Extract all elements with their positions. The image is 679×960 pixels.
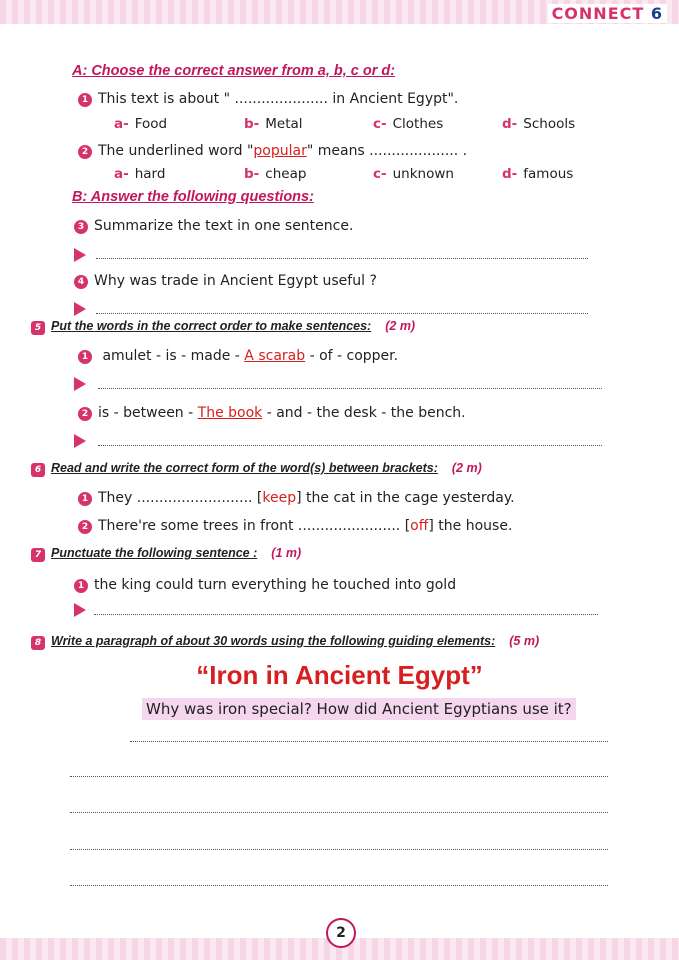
number-badge: 4 — [74, 275, 88, 289]
order-item-1: 1 amulet - is - made - A scarab - of - copper. — [78, 348, 398, 364]
option-d[interactable]: d- famous — [502, 166, 574, 182]
number-badge: 5 — [31, 321, 45, 335]
question-text: This text is about " ..................... in Ancient Egypt". — [98, 91, 459, 107]
arrow-icon — [74, 603, 86, 617]
section-5-heading: 5 Put the words in the correct order to make sentences: (2 m) — [31, 319, 415, 335]
answer-line[interactable] — [96, 258, 588, 259]
number-badge: 1 — [74, 579, 88, 593]
writing-line[interactable] — [70, 812, 608, 813]
writing-line[interactable] — [70, 885, 608, 886]
arrow-icon — [74, 302, 86, 316]
number-badge: 1 — [78, 93, 92, 107]
number-badge: 1 — [78, 350, 92, 364]
option-c[interactable]: c- unknown — [373, 166, 454, 182]
number-badge: 8 — [31, 636, 45, 650]
brand-logo: CONNECT 6 — [548, 4, 667, 23]
answer-line[interactable] — [96, 313, 588, 314]
option-a[interactable]: a- hard — [114, 166, 166, 182]
form-item-2: 2 There're some trees in front ....................... [off] the house. — [78, 518, 512, 534]
option-a[interactable]: a- Food — [114, 116, 168, 132]
writing-line[interactable] — [130, 741, 608, 742]
paragraph-topic: “Iron in Ancient Egypt” — [196, 660, 483, 690]
number-badge: 7 — [31, 548, 45, 562]
answer-line[interactable] — [94, 614, 598, 615]
writing-line[interactable] — [70, 849, 608, 850]
writing-line[interactable] — [70, 776, 608, 777]
number-badge: 6 — [31, 463, 45, 477]
option-b[interactable]: b- cheap — [244, 166, 307, 182]
answer-line[interactable] — [98, 388, 602, 389]
question-2: 2 The underlined word "popular" means .................... . — [78, 143, 467, 159]
section-8-heading: 8 Write a paragraph of about 30 words using the following guiding elements: (5 m) — [31, 634, 539, 650]
question-4: 4 Why was trade in Ancient Egypt useful ? — [74, 273, 377, 289]
number-badge: 2 — [78, 145, 92, 159]
answer-line[interactable] — [98, 445, 602, 446]
number-badge: 2 — [78, 407, 92, 421]
question-1 — [78, 91, 458, 107]
arrow-icon — [74, 434, 86, 448]
order-item-2: 2 is - between - The book - and - the desk - the bench. — [78, 405, 466, 421]
option-b[interactable]: b- Metal — [244, 116, 303, 132]
number-badge: 2 — [78, 520, 92, 534]
page-number: 2 — [326, 918, 356, 948]
section-6-heading: 6 Read and write the correct form of the word(s) between brackets: (2 m) — [31, 461, 482, 477]
punctuate-item: 1 the king could turn everything he touched into gold — [74, 577, 456, 593]
number-badge: 1 — [78, 492, 92, 506]
option-c[interactable]: c- Clothes — [373, 116, 444, 132]
arrow-icon — [74, 377, 86, 391]
underlined-word: popular — [253, 143, 307, 159]
section-b-heading: B: Answer the following questions: — [72, 189, 314, 205]
guiding-elements: Why was iron special? How did Ancient Egyptians use it? — [142, 698, 576, 720]
arrow-icon — [74, 248, 86, 262]
option-d[interactable]: d- Schools — [502, 116, 576, 132]
section-7-heading: 7 Punctuate the following sentence : (1 m) — [31, 546, 301, 562]
question-3: 3 Summarize the text in one sentence. — [74, 218, 353, 234]
section-a-heading: A: Choose the correct answer from a, b, c or d: — [72, 63, 396, 79]
number-badge: 3 — [74, 220, 88, 234]
form-item-1: 1 They .......................... [keep] the cat in the cage yesterday. — [78, 490, 515, 506]
